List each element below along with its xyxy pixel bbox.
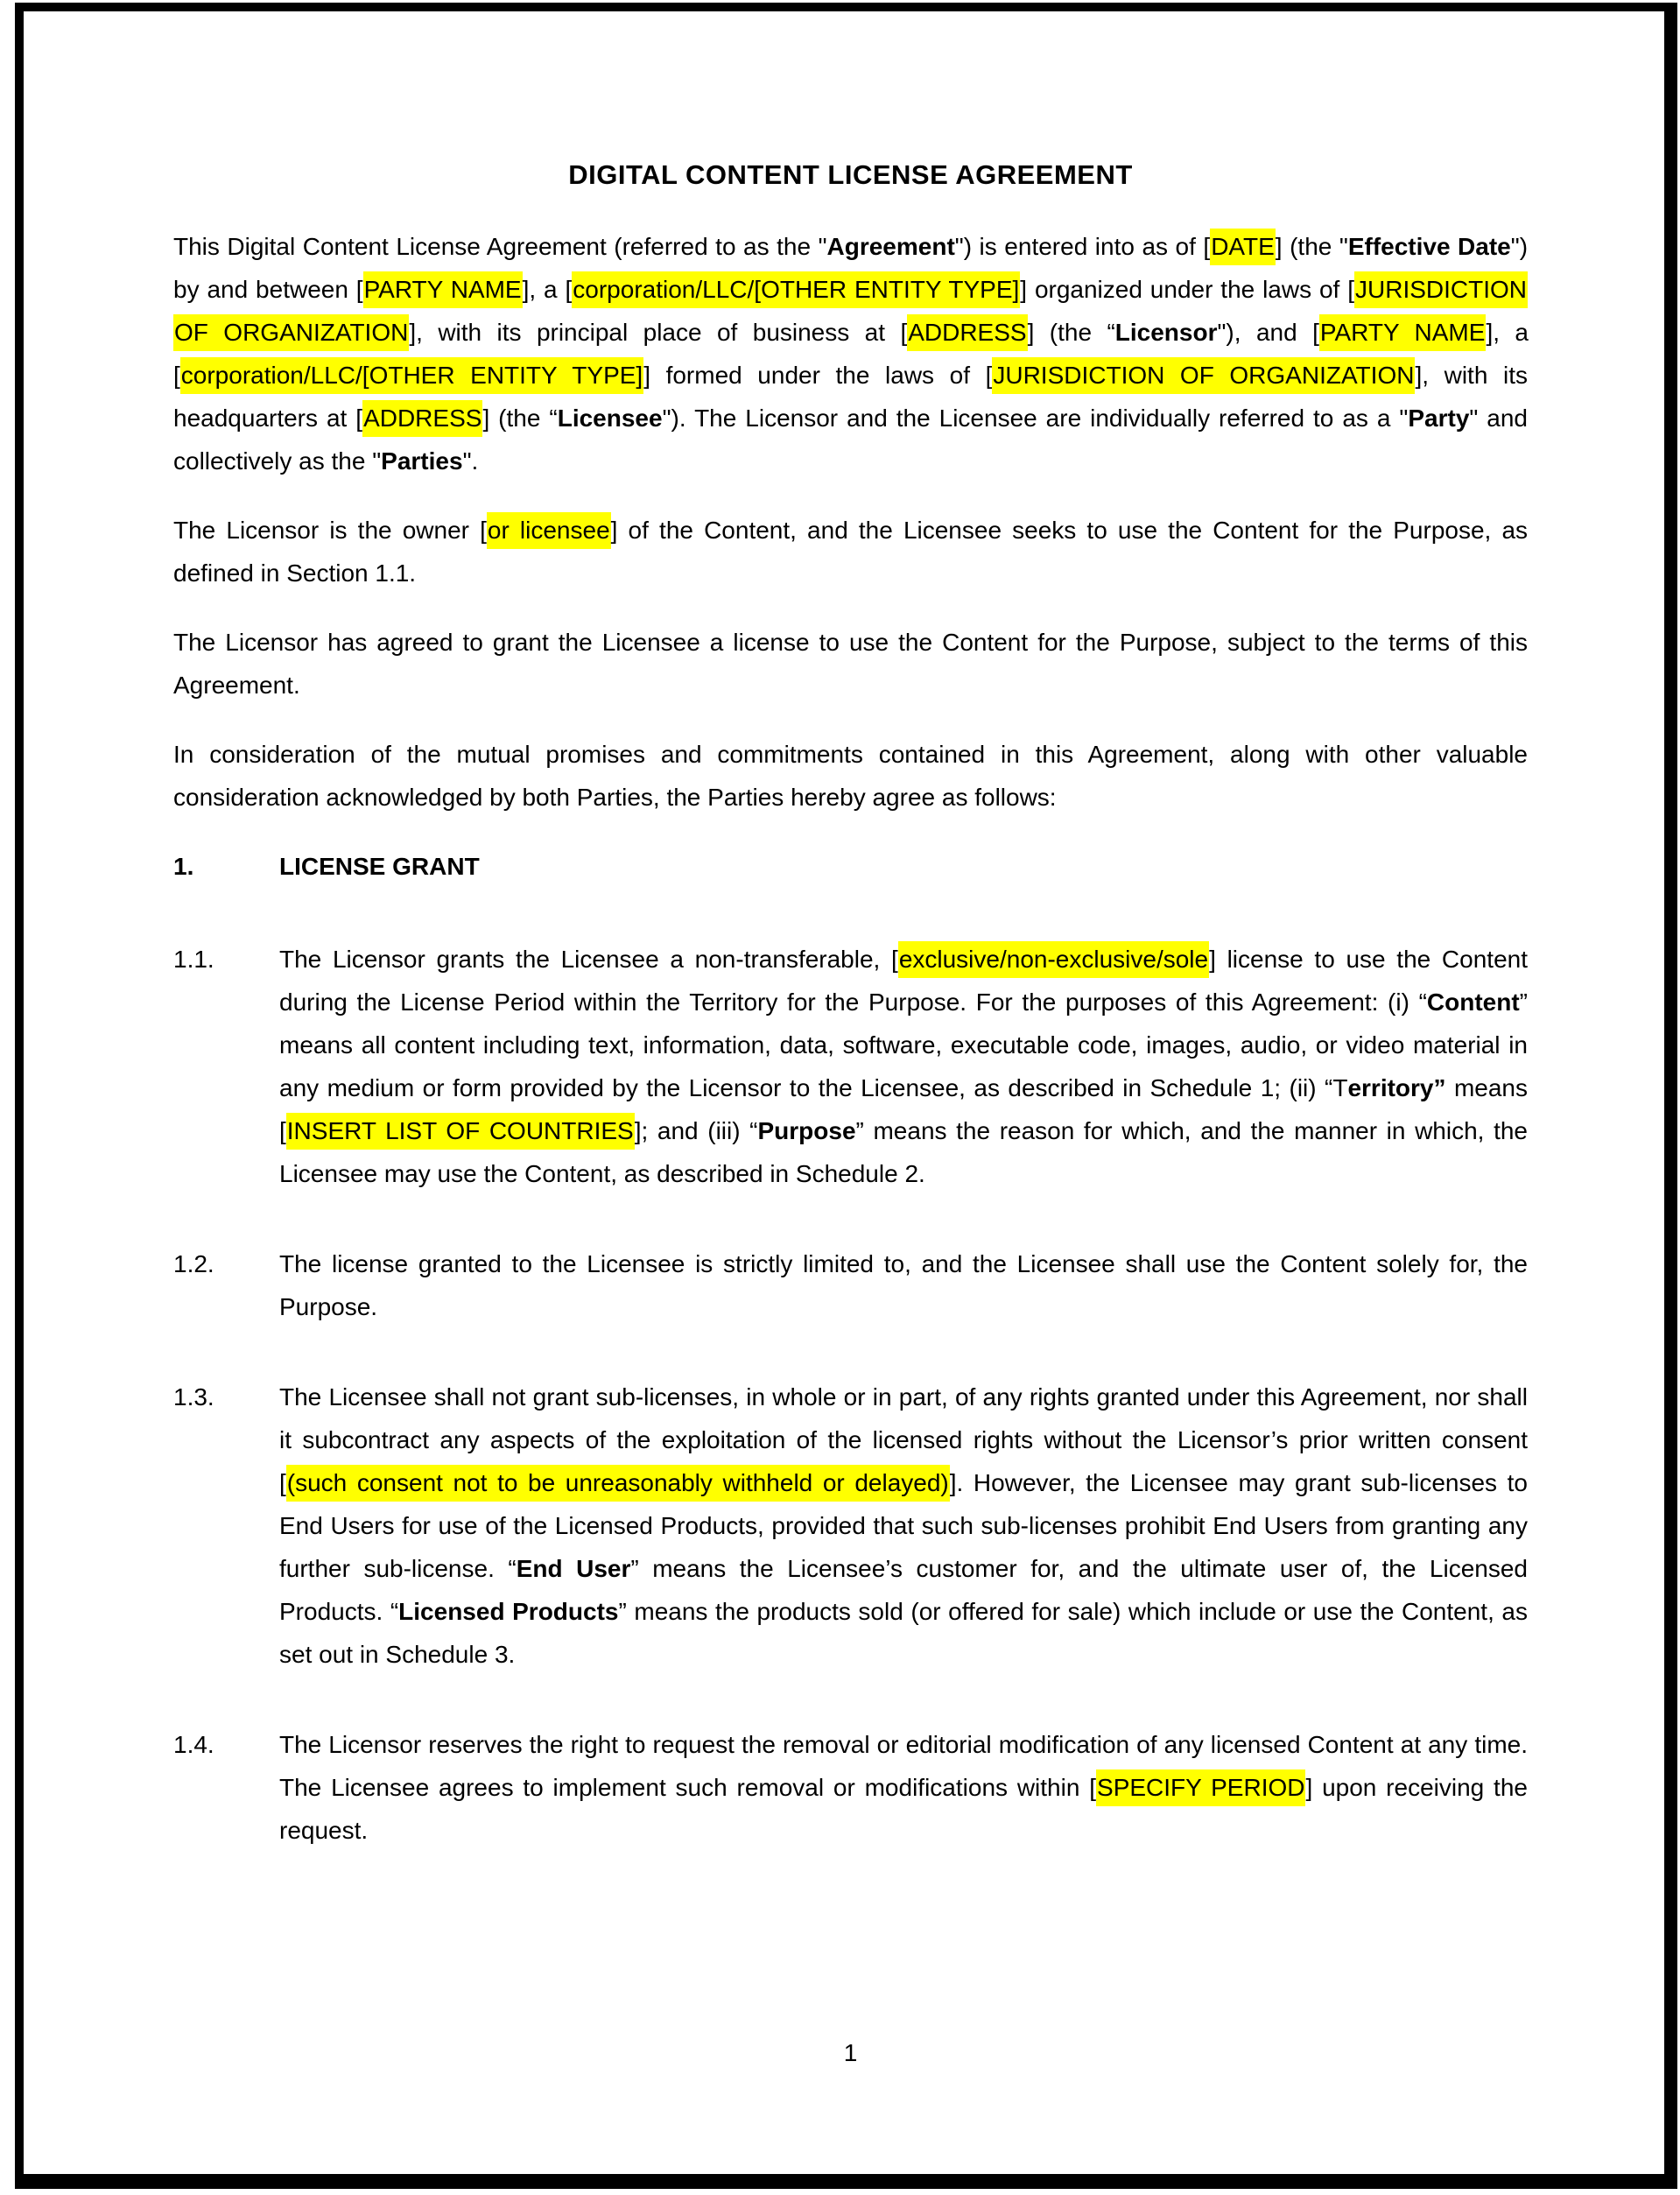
- clause-number: 1.1.: [173, 946, 214, 973]
- paragraph: The Licensor is the owner [or licensee] of the Content, and the Licensee seeks to use the Content for the Purpose, as defined in Section 1.1.: [173, 509, 1528, 594]
- placeholder-highlight: exclusive/non-exclusive/sole: [898, 941, 1209, 978]
- clause-paragraph: 1.4. The Licensor reserves the right to request the removal or editorial modification of any licensed Content at any time. The Licensee agrees to implement such removal or modifications within [SPECIFY PERIOD] upon receiving the request.: [173, 1723, 1528, 1852]
- paragraph: The Licensor has agreed to grant the Licensee a license to use the Content for the Purpose, subject to the terms of this Agreement.: [173, 629, 1528, 699]
- defined-term: Purpose: [757, 1117, 856, 1144]
- defined-term: Licensee: [557, 405, 663, 432]
- placeholder-highlight: PARTY NAME: [1319, 314, 1487, 351]
- clause-paragraph: 1.1. The Licensor grants the Licensee a non-transferable, [exclusive/non-exclusive/sole] license to use the Content during the License Period within the Territory for the Purpose. For the purposes of this Agreement: (i) “Content” means all content including text, information, data, software, executable code, images, audio, or video material in any medium or form provided by the Licensor to the Licensee, as described in Schedule 1; (ii) “Territory” means [INSERT LIST OF COUNTRIES]; and (iii) “Purpose” means the reason for which, and the manner in which, the Licensee may use the Content, as described in Schedule 2.: [173, 938, 1528, 1195]
- defined-term: Party: [1408, 405, 1470, 432]
- page-content: [173, 0, 1528, 1852]
- defined-term: Licensed Products: [398, 1598, 619, 1625]
- defined-term: End User: [516, 1555, 631, 1582]
- placeholder-highlight: PARTY NAME: [363, 271, 523, 308]
- defined-term: Parties: [381, 447, 463, 475]
- defined-term: Content: [1426, 988, 1520, 1016]
- defined-term: Licensor: [1114, 319, 1218, 346]
- placeholder-highlight: ADDRESS: [907, 314, 1027, 351]
- clause-number: 1.3.: [173, 1383, 214, 1411]
- clause-paragraph: 1.3. The Licensee shall not grant sub-licenses, in whole or in part, of any rights granted under this Agreement, nor shall it subcontract any aspects of the exploitation of the licensed rights without the Licensor’s prior written consent [(such consent not to be unreasonably withheld or delayed)]. However, the Licensee may grant sub-licenses to End Users for use of the Licensed Products, provided that such sub-licenses prohibit End Users from granting any further sub-license. “End User” means the Licensee’s customer for, and the ultimate user of, the Licensed Products. “Licensed Products” means the products sold (or offered for sale) which include or use the Content, as set out in Schedule 3.: [173, 1375, 1528, 1676]
- placeholder-highlight: JURISDICTION OF ORGANIZATION: [992, 357, 1415, 394]
- placeholder-highlight: JURISDICTION OF ORGANIZATION: [173, 271, 1528, 351]
- placeholder-highlight: INSERT LIST OF COUNTRIES: [286, 1113, 635, 1150]
- clause-number: 1.: [173, 853, 194, 880]
- defined-term: Agreement: [826, 233, 955, 260]
- document-body: [173, 225, 1528, 1852]
- placeholder-highlight: DATE: [1210, 229, 1276, 265]
- placeholder-highlight: corporation/LLC/[OTHER ENTITY TYPE]: [572, 271, 1020, 308]
- defined-term: LICENSE GRANT: [279, 853, 480, 880]
- defined-term: erritory”: [1347, 1074, 1446, 1101]
- section-heading: [173, 845, 1528, 888]
- clause-number: 1.4.: [173, 1731, 214, 1758]
- placeholder-highlight: (such consent not to be unreasonably withheld or delayed): [286, 1465, 950, 1502]
- page-number: 1: [843, 2039, 858, 2066]
- paragraph: In consideration of the mutual promises and commitments contained in this Agreement, along with other valuable consideration acknowledged by both Parties, the Parties hereby agree as follows:: [173, 741, 1528, 811]
- placeholder-highlight: SPECIFY PERIOD: [1096, 1769, 1305, 1806]
- placeholder-highlight: corporation/LLC/[OTHER ENTITY TYPE]: [180, 357, 643, 394]
- clause-paragraph: 1.2. The license granted to the Licensee is strictly limited to, and the Licensee shall use the Content solely for, the Purpose.: [173, 1242, 1528, 1328]
- paragraph: This Digital Content License Agreement (referred to as the "Agreement") is entered into as of [DATE] (the "Effective Date") by and between [PARTY NAME], a [corporation/LLC/[OTHER ENTITY TYPE]] organized under the laws of [JURISDICTION OF ORGANIZATION], with its principal place of business at [ADDRESS] (the “Licensor"), and [PARTY NAME], a [corporation/LLC/[OTHER ENTITY TYPE]] formed under the laws of [JURISDICTION OF ORGANIZATION], with its headquarters at [ADDRESS] (the “Licensee"). The Licensor and the Licensee are individually referred to as a "Party" and collectively as the "Parties".: [173, 225, 1528, 482]
- placeholder-highlight: ADDRESS: [362, 400, 482, 437]
- defined-term: Effective Date: [1347, 233, 1511, 260]
- clause-number: 1.2.: [173, 1250, 214, 1277]
- document-title: DIGITAL CONTENT LICENSE AGREEMENT: [568, 159, 1133, 190]
- placeholder-highlight: or licensee: [487, 512, 611, 549]
